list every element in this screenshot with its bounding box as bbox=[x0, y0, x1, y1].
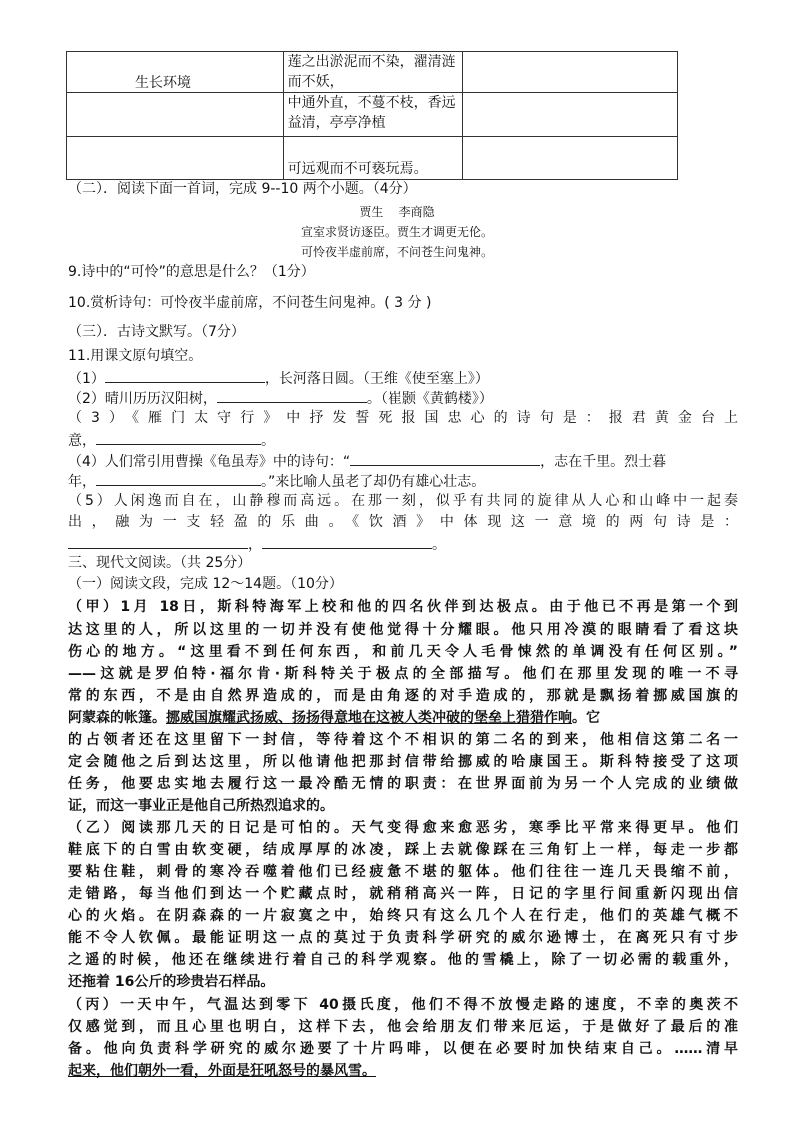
fill-line-6: （5）人闲逸而自在，山静穆而高远。在那一刻，似乎有共同的旋律从人心和山峰中一起奏 bbox=[68, 493, 738, 509]
passage-line: 走错路，每当他们到达一个贮藏点时，就稍稍高兴一阵，日记的字里行间重新闪现出信 bbox=[68, 886, 738, 902]
passage-line: 仅感觉到，而且心里也明白，这样下去，他会给朋友们带来厄运，于是做好了最后的准 bbox=[68, 1019, 738, 1035]
table-cell bbox=[463, 93, 678, 137]
table-cell: 可远观而不可亵玩焉。 bbox=[283, 137, 463, 180]
fill-line-7: 出，融为一支轻盈的乐曲。《饮酒》中体现这一意境的两句诗是： bbox=[68, 514, 738, 530]
passage-line: 任务，他要忠实地去履行这一最冷酷无情的职责：在世界面前为另一个人完成的业绩做 bbox=[68, 776, 738, 792]
table-row bbox=[67, 137, 678, 180]
fill-line-3: （3）《雁门太守行》中抒发誓死报国忠心的诗句是：报君黄金台上 bbox=[68, 410, 738, 426]
answer-blank[interactable] bbox=[217, 387, 367, 403]
question-11: 11.用课文原句填空。 bbox=[68, 348, 203, 364]
fill-line-8: ， 。 bbox=[68, 533, 738, 555]
poem-author: 李商隐 bbox=[398, 205, 435, 219]
subsection-heading: （一）阅读文段，完成 12～14题。（10分） bbox=[68, 576, 343, 592]
passage-line: 常的东西，不是由自然界造成的，而是由角逐的对手造成的，那就是飘扬着挪威国旗的 bbox=[68, 688, 738, 704]
table-row bbox=[67, 93, 678, 137]
answer-blank[interactable] bbox=[96, 470, 261, 486]
passage-line: 还拖着 16公斤的珍贵岩石样品。 bbox=[68, 974, 275, 990]
passage-line: 的占领者还在这里留下一封信，等待着这个不相识的第二名的到来，他相信这第二名一 bbox=[68, 732, 738, 748]
answer-blank[interactable] bbox=[105, 367, 265, 383]
poem-line: 可怜夜半虚前席，不问苍生问鬼神。 bbox=[300, 245, 493, 259]
passage-line: ——这就是罗伯特·福尔肯·斯科特关于极点的全部描写。他们在那里发现的唯一不寻 bbox=[68, 666, 738, 682]
fill-line-1: （1） ，长河落日圆。（王维《使至塞上》） bbox=[68, 367, 738, 389]
poem-title-line bbox=[0, 204, 794, 220]
section-heading: （二）．阅读下面一首词，完成 9--10 两个小题。（4分） bbox=[68, 181, 417, 197]
passage-line: （乙）阅读那几天的日记是可怕的。天气变得愈来愈恶劣，寒季比平常来得更早。他们 bbox=[68, 820, 738, 836]
passage-line: 心的火焰。在阴森森的一片寂寞之中，始终只有这么几个人在行走，他们的英雄气概不 bbox=[68, 908, 738, 924]
answer-blank[interactable] bbox=[262, 533, 432, 549]
passage-line: 阿蒙森的帐篷。挪威国旗耀武扬威、扬扬得意地在这被人类冲破的堡垒上猎猎作响。它 bbox=[68, 710, 600, 726]
lotus-table bbox=[66, 51, 678, 180]
table-cell: 莲之出淤泥而不染，濯清涟而不妖， bbox=[283, 52, 463, 93]
underlined-sentence: 起来，他们朝外一看，外面是狂吼怒号的暴风雪。 bbox=[68, 1063, 376, 1079]
answer-blank[interactable] bbox=[350, 450, 540, 466]
table-cell bbox=[463, 52, 678, 93]
section-heading: （三）．古诗文默写。（7分） bbox=[68, 324, 245, 340]
passage-line: 要粘住鞋，刺骨的寒冷吞噬着他们已经疲惫不堪的躯体。他们往往一连几天畏缩不前， bbox=[68, 864, 738, 880]
answer-blank[interactable] bbox=[96, 429, 261, 445]
table-cell: 中通外直，不蔓不枝，香远益清，亭亭净植 bbox=[283, 93, 463, 137]
fill-line-4: （4）人们常引用曹操《龟虽寿》中的诗句：“ ，志在千里。烈士暮 bbox=[68, 450, 738, 472]
fill-line-2: （2）晴川历历汉阳树， 。（崔颢《黄鹤楼》） bbox=[68, 387, 738, 409]
passage-line: 证，而这一事业正是他自己所热烈追求的。 bbox=[68, 798, 334, 814]
fill-line-3b: 意， 。 bbox=[68, 429, 738, 451]
table-cell bbox=[67, 93, 284, 137]
passage-line: （丙）一天中午，气温达到零下 40摄氏度，他们不得不放慢走路的速度，不幸的奥茨不 bbox=[68, 997, 738, 1013]
table-row-label: 生长环境 bbox=[135, 75, 191, 91]
passage-line: 鞋底下的白雪由软变硬，结成厚厚的冰凌，踩上去就像踩在三角钉上一样，每走一步都 bbox=[68, 842, 738, 858]
poem-line: 宣室求贤访逐臣。贾生才调更无伦。 bbox=[300, 225, 493, 239]
underlined-sentence: 挪威国旗耀武扬威、扬扬得意地在这被人类冲破的堡垒上猎猎作响 bbox=[166, 710, 572, 726]
passage-line: 备。他向负责科学研究的威尔逊要了十片吗啡，以便在必要时加快结束自己。……清早 bbox=[68, 1041, 738, 1057]
passage-line: 达这里的人，所以这里的一切并没有使他觉得十分耀眼。他只用冷漠的眼睛看了看这块 bbox=[68, 622, 738, 638]
question-10: 10.赏析诗句：可怜夜半虚前席，不问苍生问鬼神。( 3 分 ) bbox=[68, 295, 432, 311]
passage-line: 能不令人钦佩。最能证明这一点的莫过于负责科学研究的威尔逊博士，在离死只有寸步 bbox=[68, 930, 738, 946]
passage-line: （甲）1月 18日，斯科特海军上校和他的四名伙伴到达极点。由于他已不再是第一个到 bbox=[68, 599, 738, 615]
fill-line-5: 年， 。”来比喻人虽老了却仍有雄心壮志。 bbox=[68, 470, 738, 492]
table-cell bbox=[67, 137, 284, 180]
question-9: 9.诗中的“可怜”的意思是什么？（1分） bbox=[68, 264, 315, 280]
answer-blank[interactable] bbox=[68, 533, 248, 549]
poem-title: 贾生 bbox=[359, 205, 384, 219]
passage-line: 之遥的时候，他还在继续进行着自己的科学观察。他的雪橇上，除了一切必需的载重外， bbox=[68, 952, 738, 968]
passage-line: 定会随他之后到达这里，所以他请他把那封信带给挪威的哈康国王。斯科特接受了这项 bbox=[68, 754, 738, 770]
table-cell bbox=[463, 137, 678, 180]
section-heading: 三、现代文阅读。（共 25分） bbox=[68, 555, 252, 571]
passage-line: 伤心的地方。“这里看不到任何东西，和前几天令人毛骨悚然的单调没有任何区别。” bbox=[68, 644, 738, 660]
